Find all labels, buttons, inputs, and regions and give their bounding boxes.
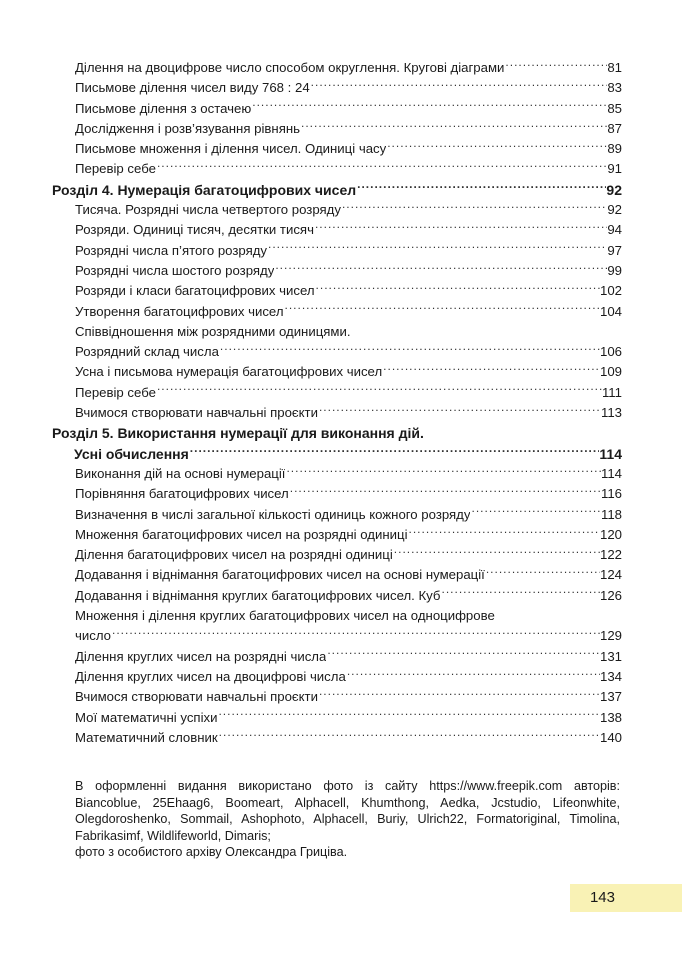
toc-entry (52, 647, 622, 667)
toc-entry (52, 383, 622, 403)
toc-entry-title: Розряди і класи багатоцифрових чисел (75, 283, 315, 299)
toc-entry-title: число (75, 628, 112, 644)
dot-leader (341, 201, 607, 214)
dot-leader (314, 221, 607, 234)
dot-leader (382, 363, 600, 376)
dot-leader (504, 59, 607, 72)
toc-entry-page: 124 (599, 567, 622, 583)
toc-entry-title: Додавання і віднімання багатоцифрових чисел на основі нумерації (75, 567, 485, 583)
toc-entry-page: 97 (607, 242, 622, 258)
toc-entry-page: 106 (599, 344, 622, 360)
toc-entry (52, 586, 622, 606)
toc-entry-title: Ділення круглих чисел на двоцифрові числа (75, 668, 346, 684)
toc-entry-page: 137 (599, 689, 622, 705)
toc-entry-title: Письмове ділення з остачею (75, 100, 252, 116)
toc-entry-title: Письмове ділення чисел виду 768 : 24 (75, 80, 310, 96)
toc-entry-title: Дослідження і розв’язування рівнянь (75, 120, 300, 136)
dot-leader (111, 627, 600, 640)
dot-leader (285, 465, 601, 478)
toc-entry-page: 87 (607, 120, 622, 136)
toc-entry (52, 687, 622, 707)
toc-entry-title: Ділення круглих чисел на розрядні числа (75, 648, 327, 664)
toc-entry-page: 140 (599, 729, 622, 745)
toc-entry-page: 89 (607, 141, 622, 157)
dot-leader (393, 546, 600, 559)
table-of-contents (52, 58, 622, 748)
toc-entry (52, 728, 622, 748)
toc-entry (52, 200, 622, 220)
toc-entry-page: 129 (599, 628, 622, 644)
toc-entry-page: 122 (599, 547, 622, 563)
toc-entry-page: 114 (599, 445, 622, 462)
toc-entry-page: 134 (599, 668, 622, 684)
dot-leader (284, 302, 600, 315)
toc-entry-page: 92 (606, 181, 622, 198)
dot-leader (219, 343, 600, 356)
toc-entry (52, 667, 622, 687)
toc-entry-page: 91 (607, 161, 622, 177)
toc-entry-title: Розряди. Одиниці тисяч, десятки тисяч (75, 222, 314, 238)
dot-leader (251, 99, 607, 112)
toc-entry (52, 362, 622, 382)
toc-entry (52, 139, 622, 159)
toc-entry-title: Співвідношення між розрядними одиницями. (75, 323, 351, 339)
page-number: 143 (589, 889, 615, 906)
credits-authors: В оформленні видання використано фото із сайту https://www.freepik.com авторів: Biancoblue, 25Ehaag6, Boomeart, Alphacell, Khumthong, Aedka, Jcstudio, Lifeonwhite, Olegdoroshenko, Sommail, Ashophoto, Alphacell, Buriy, Ulrich22, Formatoriginal, Timolina, Fabrikasimf, Wildlifeworld, Dimaris; (75, 779, 620, 843)
toc-entry (52, 545, 622, 565)
dot-leader (267, 241, 607, 254)
toc-section-entry (52, 444, 622, 464)
dot-leader (440, 587, 600, 600)
toc-entry (52, 159, 622, 179)
toc-entry (52, 505, 622, 525)
toc-entry-page: 138 (599, 709, 622, 725)
dot-leader (386, 140, 607, 153)
toc-entry (52, 565, 622, 585)
toc-entry-page: 109 (599, 364, 622, 380)
dot-leader (289, 485, 601, 498)
toc-entry-page: 113 (600, 405, 622, 421)
dot-leader (318, 404, 601, 417)
toc-entry-title: Письмове множення і ділення чисел. Одиниці часу (75, 141, 387, 157)
photo-credits (75, 778, 620, 861)
toc-entry (52, 99, 622, 119)
dot-leader (156, 160, 607, 173)
toc-entry-page: 126 (599, 587, 622, 603)
toc-entry (52, 220, 622, 240)
toc-entry (52, 78, 622, 98)
toc-entry-title: Перевір себе (75, 161, 156, 177)
toc-entry-title: Розділ 4. Нумерація багатоцифрових чисел (52, 181, 357, 198)
toc-entry (52, 626, 622, 646)
toc-entry-title: Усні обчислення (74, 445, 189, 462)
toc-section-entry (52, 180, 622, 200)
dot-leader (189, 445, 600, 459)
toc-entry (52, 241, 622, 261)
toc-entry-title: Додавання і віднімання круглих багатоцифрових чисел. Куб (75, 587, 441, 603)
dot-leader (326, 647, 600, 660)
toc-entry-title: Математичний словник (75, 729, 218, 745)
dot-leader (318, 688, 600, 701)
toc-entry-title: Ділення багатоцифрових чисел на розрядні одиниці (75, 547, 393, 563)
dot-leader (356, 181, 606, 195)
toc-entry-title: Розділ 5. Використання нумерації для виконання дій. (52, 425, 424, 442)
toc-entry-page: 102 (599, 283, 622, 299)
toc-entry (52, 708, 622, 728)
toc-entry (52, 261, 622, 281)
dot-leader (470, 505, 600, 518)
toc-entry-page: 104 (599, 303, 622, 319)
toc-entry-title: Множення і ділення круглих багатоцифрових чисел на одноцифрове (75, 608, 495, 624)
toc-entry-page: 99 (607, 262, 622, 278)
toc-entry-page: 114 (600, 465, 622, 481)
toc-entry-page: 118 (600, 506, 622, 522)
dot-leader (218, 729, 600, 742)
toc-entry (52, 342, 622, 362)
toc-entry-page: 131 (599, 648, 622, 664)
dot-leader (346, 668, 600, 681)
toc-entry-page: 92 (607, 202, 622, 218)
toc-entry (52, 281, 622, 301)
dot-leader (274, 262, 607, 275)
toc-section-entry (52, 423, 622, 443)
toc-entry-title: Визначення в числі загальної кількості одиниць кожного розряду (75, 506, 471, 522)
toc-entry-title: Усна і письмова нумерація багатоцифрових чисел (75, 364, 383, 380)
toc-entry-title: Розрядні числа шостого розряду (75, 262, 275, 278)
toc-entry-title: Розрядні числа п’ятого розряду (75, 242, 268, 258)
dot-leader (217, 708, 600, 721)
credits-archive: фото з особистого архіву Олександра Гриціва. (75, 845, 348, 859)
toc-entry-page: 116 (600, 486, 622, 502)
dot-leader (315, 282, 600, 295)
toc-entry-page: 81 (607, 60, 622, 75)
dot-leader (300, 120, 607, 133)
toc-entry (52, 322, 622, 342)
toc-entry (52, 525, 622, 545)
toc-entry-page: 83 (607, 80, 622, 96)
toc-entry-title: Виконання дій на основі нумерації (75, 465, 286, 481)
toc-entry-title: Порівняння багатоцифрових чисел (75, 486, 289, 502)
toc-entry-title: Перевір себе (75, 384, 156, 400)
toc-entry (52, 403, 622, 423)
toc-entry-page: 111 (601, 384, 622, 400)
toc-entry (52, 302, 622, 322)
toc-entry (52, 464, 622, 484)
dot-leader (156, 384, 602, 397)
dot-leader (310, 79, 608, 92)
toc-entry-page: 85 (607, 100, 622, 116)
toc-entry (52, 484, 622, 504)
dot-leader (485, 566, 600, 579)
page-number-box (570, 884, 682, 912)
toc-entry-title: Тисяча. Розрядні числа четвертого розряду (75, 202, 341, 218)
toc-entry-page: 94 (607, 222, 622, 238)
toc-entry-title: Мої математичні успіхи (75, 709, 218, 725)
toc-entry-title: Ділення на двоцифрове число способом округлення. Кругові діаграми (75, 60, 505, 75)
toc-entry-title: Утворення багатоцифрових чисел (75, 303, 284, 319)
toc-entry-title: Вчимося створювати навчальні проєкти (75, 689, 318, 705)
toc-entry (52, 119, 622, 139)
toc-entry-title: Множення багатоцифрових чисел на розрядні одиниці (75, 526, 408, 542)
dot-leader (408, 526, 600, 539)
toc-entry-title: Розрядний склад числа (75, 344, 219, 360)
toc-entry (52, 606, 622, 626)
toc-entry-page: 120 (599, 526, 622, 542)
toc-entry-title: Вчимося створювати навчальні проєкти (75, 405, 318, 421)
toc-entry (52, 58, 622, 78)
